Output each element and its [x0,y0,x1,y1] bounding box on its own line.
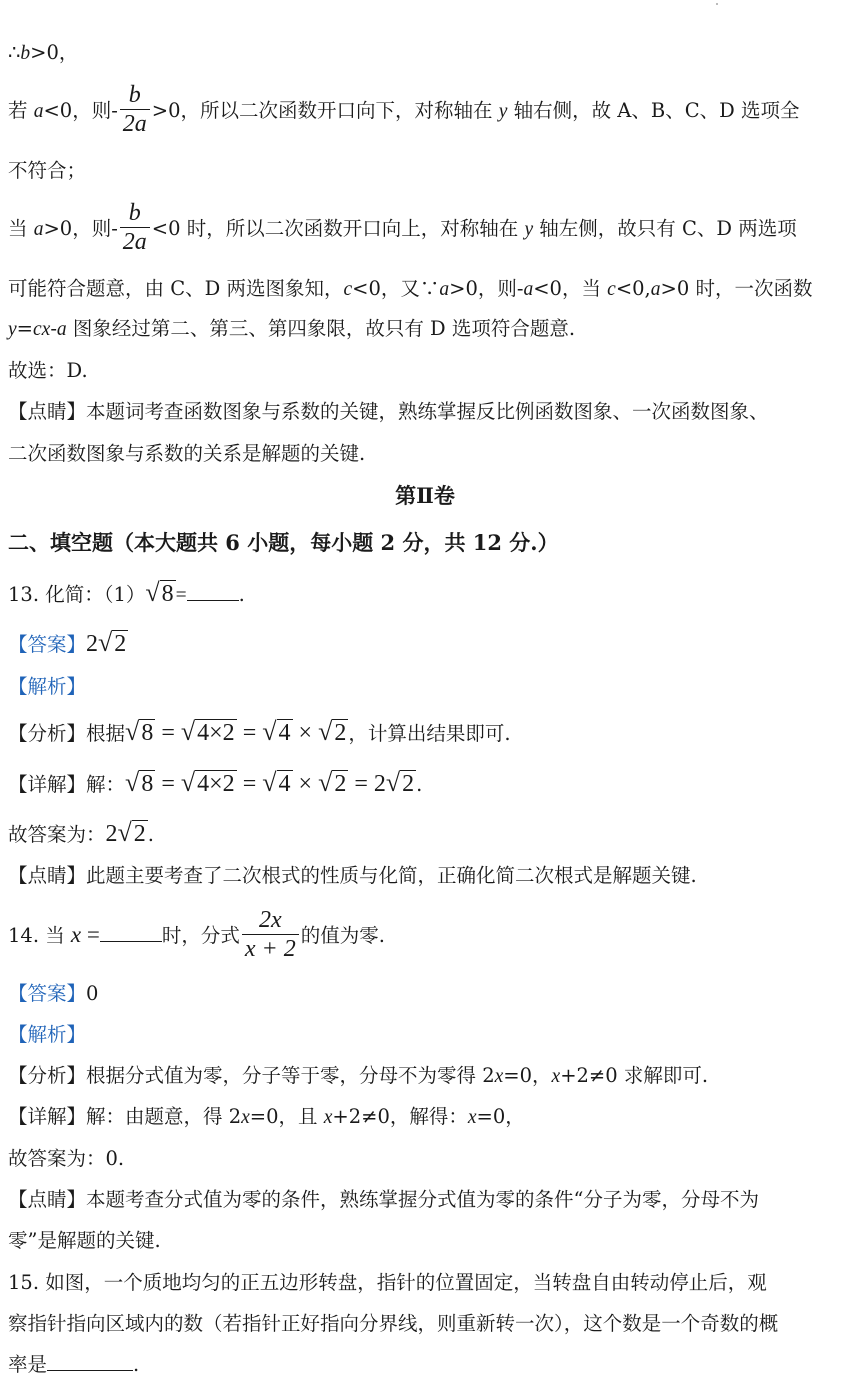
fraction-b-over-2a-2: $\frac{b}{2a}$ [120,199,150,256]
comment-line-1: 【点睛】本题词考查函数图象与系数的关键，熟练掌握反比例函数图象、一次函数图象、 [8,400,769,423]
q13-xiangjie: 【详解】解：√8 = √4×2 = √4 × √2 = 2√2 . [8,768,423,797]
solution-conclusion: 故选：D. [8,359,88,382]
solution-line-1: ∴b>0， [8,41,79,64]
question-15-line-1: 15. 如图，一个质地均匀的正五边形转盘，指针的位置固定，当转盘自由转动停止后，观 [8,1271,767,1294]
answer-blank [187,584,239,601]
comment-tag: 【点睛】 [8,864,87,887]
question-14: 14. 当 x = 时，分式 $\frac{2x}{x + 2}$ 的值为零. [8,907,385,962]
q14-answer: 【答案】0 [8,982,99,1005]
q14-xiangjie: 【详解】解：由题意，得 2x=0，且 x+2≠0，解得：x=0， [8,1105,525,1128]
xiangjie-tag: 【详解】 [8,773,87,796]
q14-analysis-tag [8,1022,844,1048]
q14-fenxi: 【分析】根据分式值为零，分子等于零，分母不为零得 2x=0，x+2≠0 求解即可. [8,1064,709,1087]
q13-fenxi: 【分析】根据√8 = √4×2 = √4 × √2 ，计算出结果即可. [8,717,511,746]
q13-final-answer: 故答案为：2√2 . [8,818,154,847]
comment-line-2: 二次函数图象与系数的关系是解题的关键. [8,442,366,465]
answer-2sqrt2: 2√2 [86,628,127,657]
question-15-line-2: 察指针指向区域内的数（若指针正好指向分界线，则重新转一次），这个数是一个奇数的概 [8,1312,779,1335]
comment-tag: 【点睛】 [8,1188,87,1211]
xiangjie-tag: 【详解】 [8,1105,87,1128]
q14-comment-2: 零”是解题的关键. [8,1229,161,1252]
q14-comment-1: 【点睛】本题考查分式值为零的条件，熟练掌握分式值为零的条件“分子为零，分母不为 [8,1188,759,1211]
q13-analysis-tag [8,674,844,700]
solution-line-6: y=cx-a 图象经过第二、第三、第四象限，故只有 D 选项符合题意. [8,317,576,340]
question-13: 13. 化简：（1）√8 = . [8,578,245,607]
q13-comment: 【点睛】此题主要考查了二次根式的性质与化简，正确化简二次根式是解题关键. [8,864,697,887]
comment-tag: 【点睛】 [8,400,87,423]
section-title: 二、填空题（本大题共 6 小题，每小题 2 分，共 12 分.） [8,530,559,555]
sqrt-8: √8 [145,578,174,607]
fenxi-tag: 【分析】 [8,722,87,745]
answer-blank [47,1354,133,1371]
answer-blank [100,925,162,942]
question-15-line-3: 率是 . [8,1353,140,1376]
solution-line-3: 不符合； [8,159,87,182]
scan-dot [716,3,718,5]
solution-line-4: 当 a>0，则- $\frac{b}{2a}$ <0 时，所以二次函数开口向上，对称轴在 y 轴左侧，故只有 C、D 两选项 [8,200,797,255]
q13-answer [8,630,844,658]
volume-title: 第Ⅱ卷 [395,483,455,508]
analysis-tag: 【解析】 [8,1023,87,1046]
fenxi-tag: 【分析】 [8,1064,87,1087]
q14-final-answer: 故答案为：0. [8,1147,125,1170]
analysis-tag: 【解析】 [8,675,87,698]
solution-line-2: 若 a<0，则- $\frac{b}{2a}$ >0，所以二次函数开口向下，对称轴在 y 轴右侧，故 A、B、C、D 选项全 [8,82,800,137]
fraction-b-over-2a: $\frac{b}{2a}$ [120,81,150,138]
answer-tag: 【答案】 [8,633,87,656]
answer-tag: 【答案】 [8,982,87,1005]
fraction-2x-over-x-plus-2: $\frac{2x}{x + 2}$ [242,906,299,963]
solution-line-5: 可能符合题意，由 C、D 两选图象知，c<0，又∵a>0，则-a<0，当 c<0,a>0 时，一次函数 [8,277,813,300]
